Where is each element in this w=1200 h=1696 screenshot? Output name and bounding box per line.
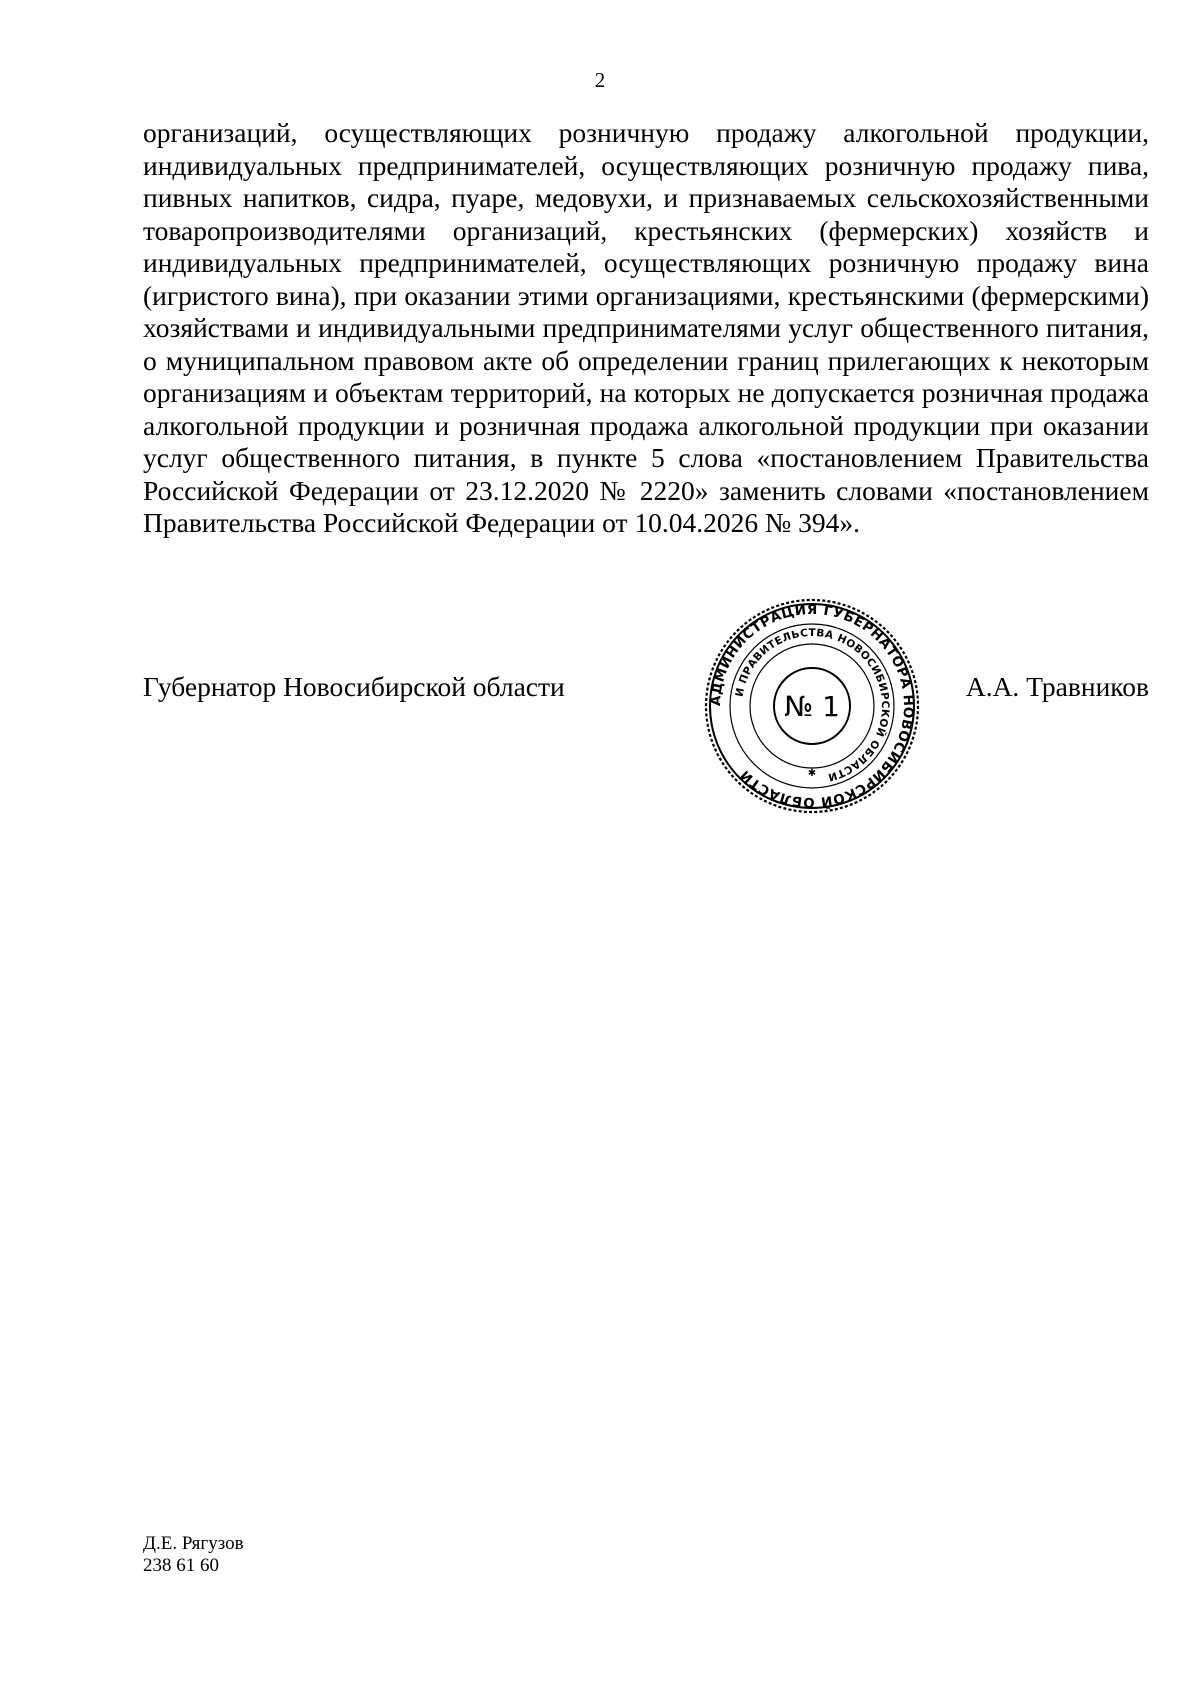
seal-outer-text: АДМИНИСТРАЦИЯ ГУБЕРНАТОРА НОВОСИБИРСКОЙ ОБЛАСТИ xyxy=(707,601,917,811)
executor-phone: 238 61 60 xyxy=(143,1555,219,1576)
signer-title: Губернатор Новосибирской области xyxy=(143,671,565,702)
signer-name: А.А. Травников xyxy=(965,671,1149,702)
page-number: 2 xyxy=(594,68,606,92)
executor-name: Д.Е. Рягузов xyxy=(143,1533,244,1554)
body-paragraph: организаций, осуществляющих розничную продажу алкогольной продукции, индивидуальных предпринимателей, осуществляющих розничную продажу пива, пивных напитков, сидра, пуаре, медовухи, и признаваемых сельскохозяйственными товаропроизводителями организаций, крестьянских (фермерских) хозяйств и индивидуальных предпринимателей, осуществляющих розничную продажу вина (игристого вина), при оказании этими организациями, крестьянскими (фермерскими) хозяйствами и индивидуальными предпринимателями услуг общественного питания, о муниципальном правовом акте об определении границ прилегающих к некоторым организациям и объектам территорий, на которых не допускается розничная продажа алкогольной продукции и розничная продажа алкогольной продукции при оказании услуг общественного питания, в пункте 5 слова «постановлением Правительства Российской Федерации от 23.12.2020 № 2220» заменить словами «постановлением Правительства Российской Федерации от 10.04.2026 № 394». xyxy=(143,117,1149,538)
executor-block xyxy=(143,1533,244,1577)
seal-inner-text: И ПРАВИТЕЛЬСТВА НОВОСИБИРСКОЙ ОБЛАСТИ xyxy=(733,626,892,784)
official-seal xyxy=(704,598,920,814)
seal-star-icon: ✱ xyxy=(807,768,817,779)
seal-center-number: № 1 xyxy=(784,690,840,723)
